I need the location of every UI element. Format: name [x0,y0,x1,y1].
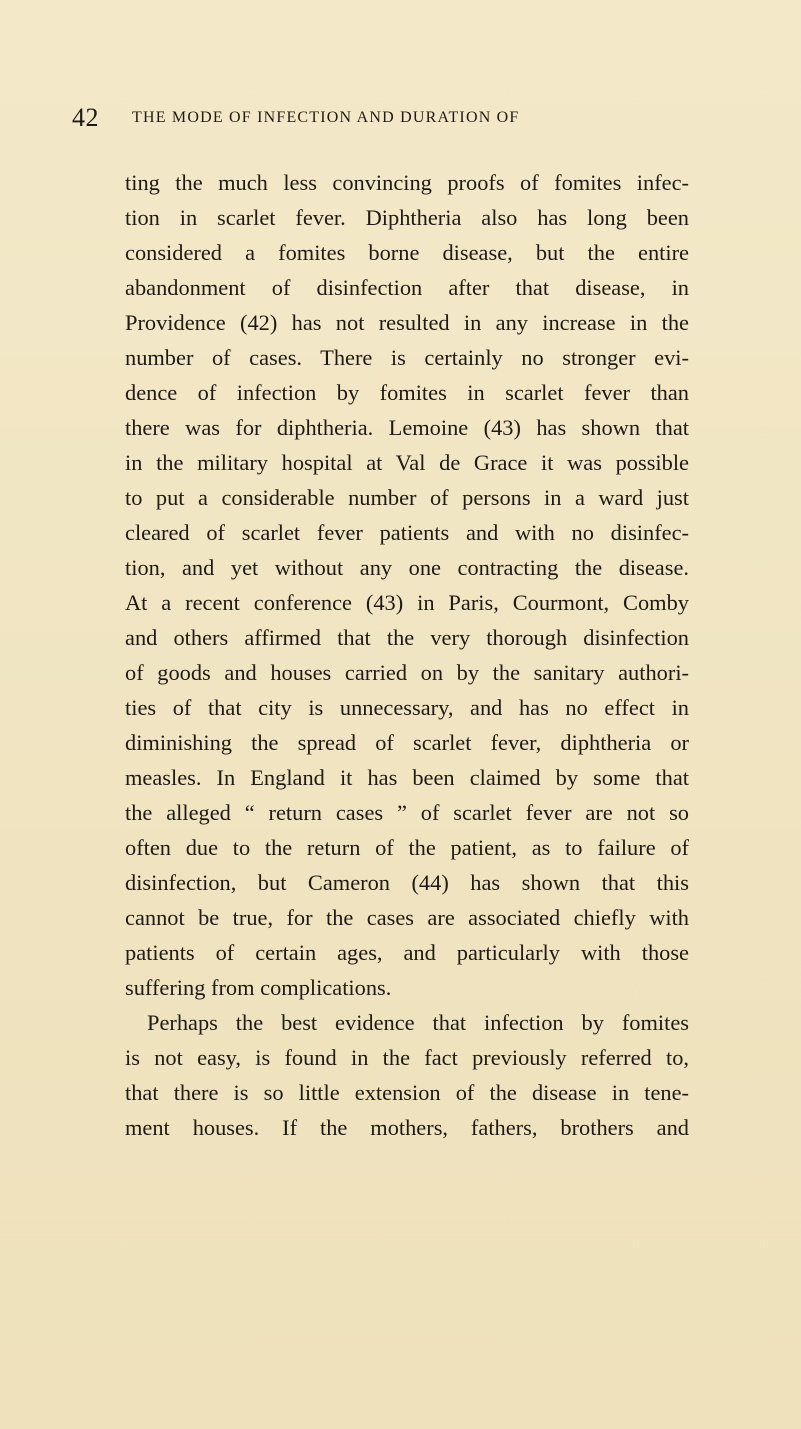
text-line: cleared of scarlet fever patients and with no disinfec- [125,520,689,545]
text-line: in the military hospital at Val de Grace it was possible [125,450,689,475]
page-number: 42 [72,103,99,132]
text-line: there was for diphtheria. Lemoine (43) has shown that [125,415,689,440]
text-line: that there is so little extension of the disease in tene- [125,1080,689,1105]
text-line: abandonment of disinfection after that disease, in [125,275,689,300]
text-line: ting the much less convincing proofs of fomites infec- [125,170,689,195]
text-line: patients of certain ages, and particularly with those [125,940,689,965]
text-line: measles. In England it has been claimed by some that [125,765,689,790]
text-line: and others affirmed that the very thorough disinfection [125,625,689,650]
text-line: the alleged “ return cases ” of scarlet fever are not so [125,800,689,825]
text-line: Perhaps the best evidence that infection by fomites [147,1010,689,1035]
running-head: THE MODE OF INFECTION AND DURATION OF [132,109,520,126]
body-text [125,165,689,1145]
text-line: diminishing the spread of scarlet fever, diphtheria or [125,730,689,755]
text-line: tion in scarlet fever. Diphtheria also has long been [125,205,689,230]
page-header [0,103,801,133]
text-line: tion, and yet without any one contracting the disease. [125,555,689,580]
text-line: dence of infection by fomites in scarlet fever than [125,380,689,405]
text-line: disinfection, but Cameron (44) has shown that this [125,870,689,895]
text-line: to put a considerable number of persons in a ward just [125,485,689,510]
text-line: Providence (42) has not resulted in any increase in the [125,310,689,335]
text-line: ties of that city is unnecessary, and has no effect in [125,695,689,720]
text-line: suffering from complications. [125,975,392,1000]
text-line: of goods and houses carried on by the sanitary authori- [125,660,689,685]
text-line: cannot be true, for the cases are associated chiefly with [125,905,689,930]
text-line: considered a fomites borne disease, but the entire [125,240,689,265]
text-line: often due to the return of the patient, as to failure of [125,835,689,860]
text-line: number of cases. There is certainly no stronger evi- [125,345,689,370]
text-line: is not easy, is found in the fact previously referred to, [125,1045,689,1070]
text-line: ment houses. If the mothers, fathers, brothers and [125,1115,689,1140]
text-line: At a recent conference (43) in Paris, Courmont, Comby [125,590,689,615]
